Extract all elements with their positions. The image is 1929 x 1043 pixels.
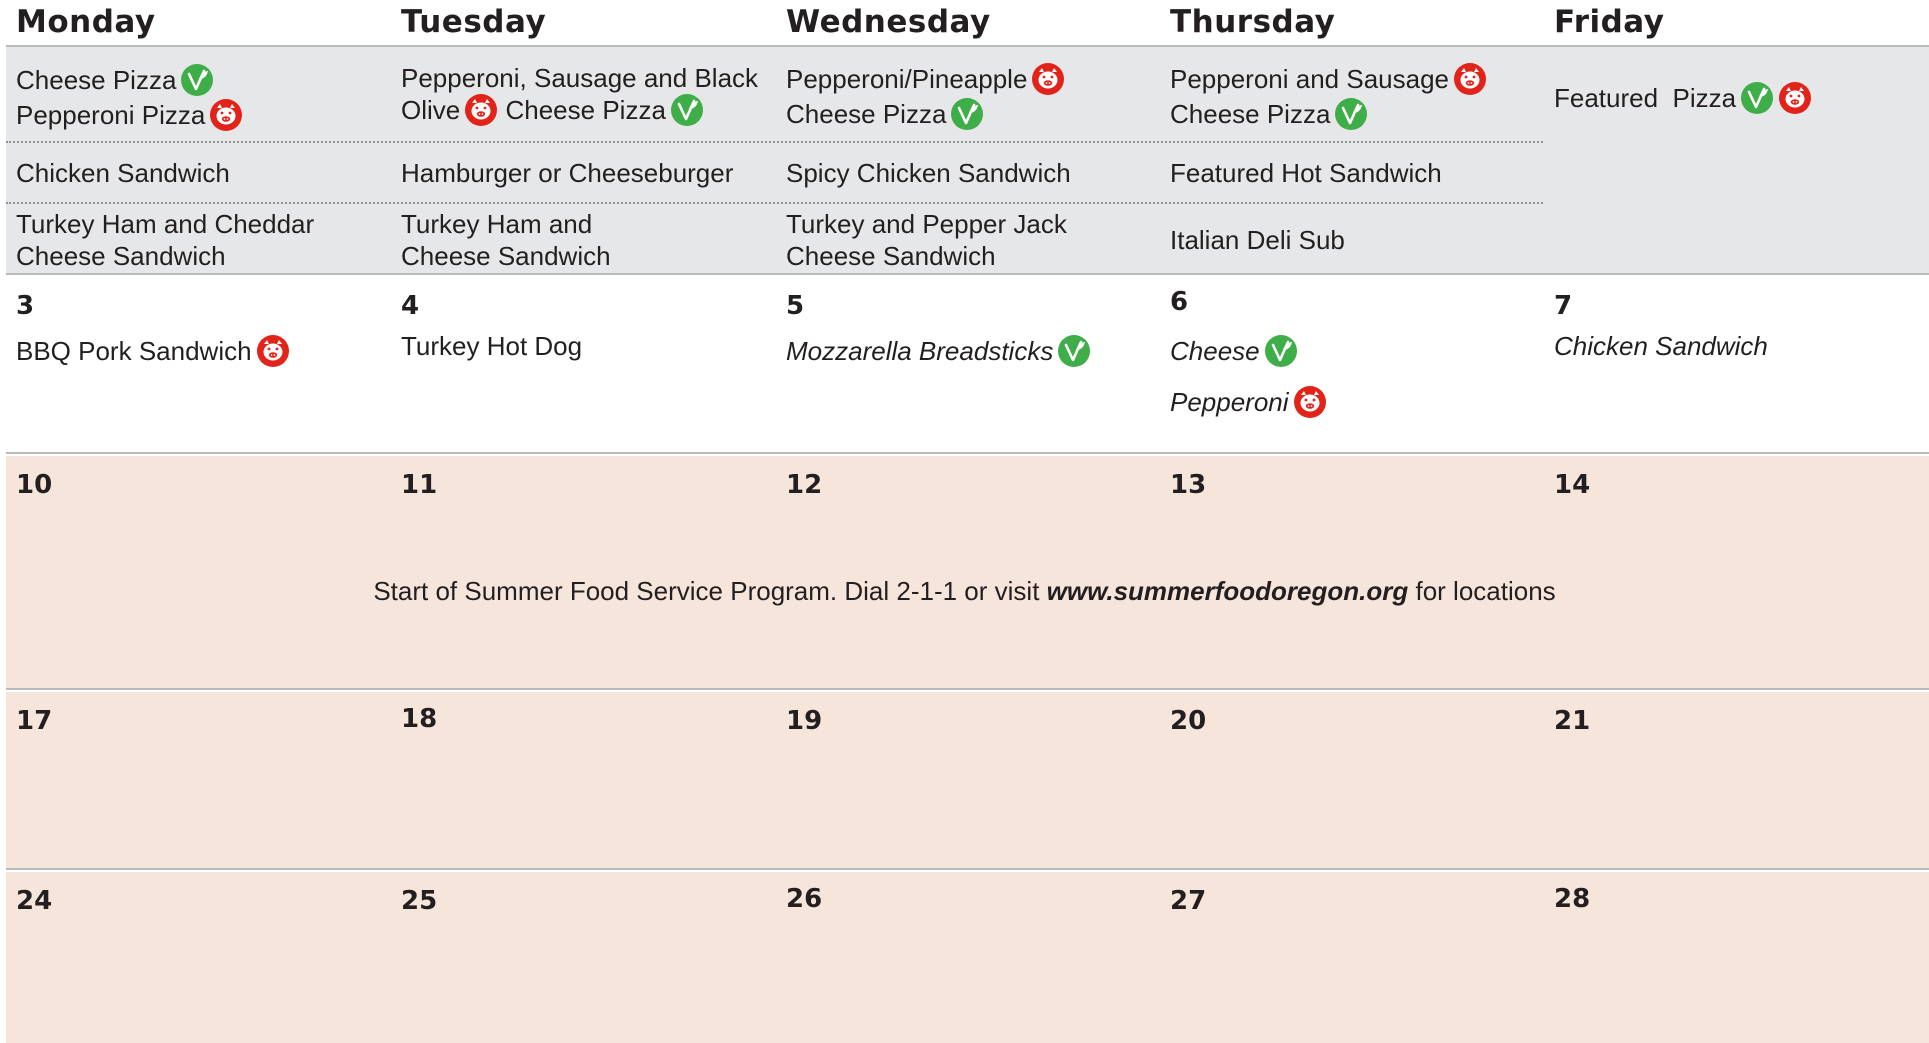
date-number: 20 [1170, 706, 1207, 736]
date-number: 13 [1170, 470, 1207, 500]
pork-pig-icon [1031, 62, 1065, 96]
pork-pig-icon [1453, 62, 1487, 96]
summer-food-link[interactable]: www.summerfoodoregon.org [1046, 576, 1409, 606]
monday-pizza-options [16, 64, 243, 134]
date-number: 25 [401, 886, 438, 916]
menu-item: Turkey Ham and Cheddar [16, 209, 315, 239]
menu-item: Turkey Ham and [401, 209, 593, 239]
wednesday-pizza-options [786, 63, 1065, 133]
menu-item: Spicy Chicken Sandwich [786, 158, 1071, 188]
date-number: 6 [1170, 287, 1189, 317]
date-number: 7 [1554, 291, 1573, 321]
date-number: 4 [401, 291, 420, 321]
menu-item: Cheese Pizza [505, 95, 666, 125]
menu-item: Olive [401, 95, 461, 125]
vegetarian-leaf-icon [1264, 334, 1298, 368]
pork-pig-icon [464, 93, 498, 127]
wednesday-entree [786, 335, 1091, 370]
date-number: 5 [786, 291, 805, 321]
tuesday-pizza-options [401, 62, 758, 129]
menu-item: Cheese Pizza [1170, 99, 1331, 130]
vegetarian-leaf-icon [670, 93, 704, 127]
notice-text: Start of Summer Food Service Program. Dial 2-1-1 or visit [373, 576, 1047, 606]
notice-text: for locations [1408, 576, 1556, 606]
menu-item: Cheese [1170, 336, 1260, 366]
pork-pig-icon [256, 334, 290, 368]
day-header-friday: Friday [1554, 4, 1665, 40]
monday-cold-sandwich [16, 208, 314, 272]
date-number: 10 [16, 470, 53, 500]
tuesday-cold-sandwich [401, 208, 611, 272]
menu-item: Turkey Hot Dog [401, 331, 583, 361]
thursday-entree-cheese [1170, 335, 1298, 370]
day-header-tuesday: Tuesday [401, 4, 547, 40]
date-number: 18 [401, 704, 438, 734]
day-header-wednesday: Wednesday [786, 4, 991, 40]
week-3-band [6, 692, 1929, 870]
menu-item: Chicken Sandwich [16, 158, 230, 188]
menu-item: Pepperoni, Sausage and Black [401, 63, 759, 93]
summer-food-notice [0, 576, 1929, 607]
thursday-entree-pepperoni [1170, 386, 1327, 421]
divider [6, 141, 1543, 143]
monday-entree [16, 335, 290, 370]
menu-item: Mozzarella Breadsticks [786, 336, 1054, 366]
vegetarian-leaf-icon [1057, 334, 1091, 368]
vegetarian-leaf-icon [1740, 81, 1774, 115]
menu-item: Italian Deli Sub [1170, 225, 1345, 255]
thursday-pizza-options [1170, 63, 1487, 133]
menu-item: Featured Hot Sandwich [1170, 158, 1442, 188]
week-2-band [6, 456, 1929, 690]
date-number: 19 [786, 706, 823, 736]
menu-item: Featured Pizza [1554, 83, 1737, 113]
date-number: 17 [16, 706, 53, 736]
menu-item: Turkey and Pepper Jack [786, 209, 1067, 239]
menu-item: BBQ Pork Sandwich [16, 336, 252, 366]
wednesday-cold-sandwich [786, 208, 1067, 272]
menu-item: Cheese Sandwich [786, 241, 996, 271]
menu-item: Cheese Pizza [786, 99, 947, 130]
date-number: 3 [16, 291, 35, 321]
pork-pig-icon [1778, 81, 1812, 115]
pork-pig-icon [209, 98, 243, 132]
vegetarian-leaf-icon [950, 97, 984, 131]
menu-item: Pepperoni Pizza [16, 100, 206, 131]
day-header-monday: Monday [16, 4, 156, 40]
menu-item: Pepperoni [1170, 387, 1289, 417]
divider [6, 202, 1543, 204]
vegetarian-leaf-icon [1334, 97, 1368, 131]
date-number: 11 [401, 470, 438, 500]
date-number: 28 [1554, 884, 1591, 914]
menu-item: Pepperoni and Sausage [1170, 64, 1450, 94]
date-number: 27 [1170, 886, 1207, 916]
week-4-band [6, 872, 1929, 1043]
date-number: 14 [1554, 470, 1591, 500]
menu-item: Hamburger or Cheeseburger [401, 158, 734, 188]
menu-item: Chicken Sandwich [1554, 331, 1768, 361]
menu-item: Cheese Sandwich [401, 241, 611, 271]
pork-pig-icon [1293, 385, 1327, 419]
vegetarian-leaf-icon [180, 63, 214, 97]
friday-pizza-options [1554, 82, 1812, 117]
day-header-thursday: Thursday [1170, 4, 1336, 40]
date-number: 21 [1554, 706, 1591, 736]
date-number: 24 [16, 886, 53, 916]
menu-item: Cheese Sandwich [16, 241, 226, 271]
menu-item: Cheese Pizza [16, 65, 177, 95]
menu-item: Pepperoni/Pineapple [786, 64, 1028, 94]
date-number: 26 [786, 884, 823, 914]
date-number: 12 [786, 470, 823, 500]
